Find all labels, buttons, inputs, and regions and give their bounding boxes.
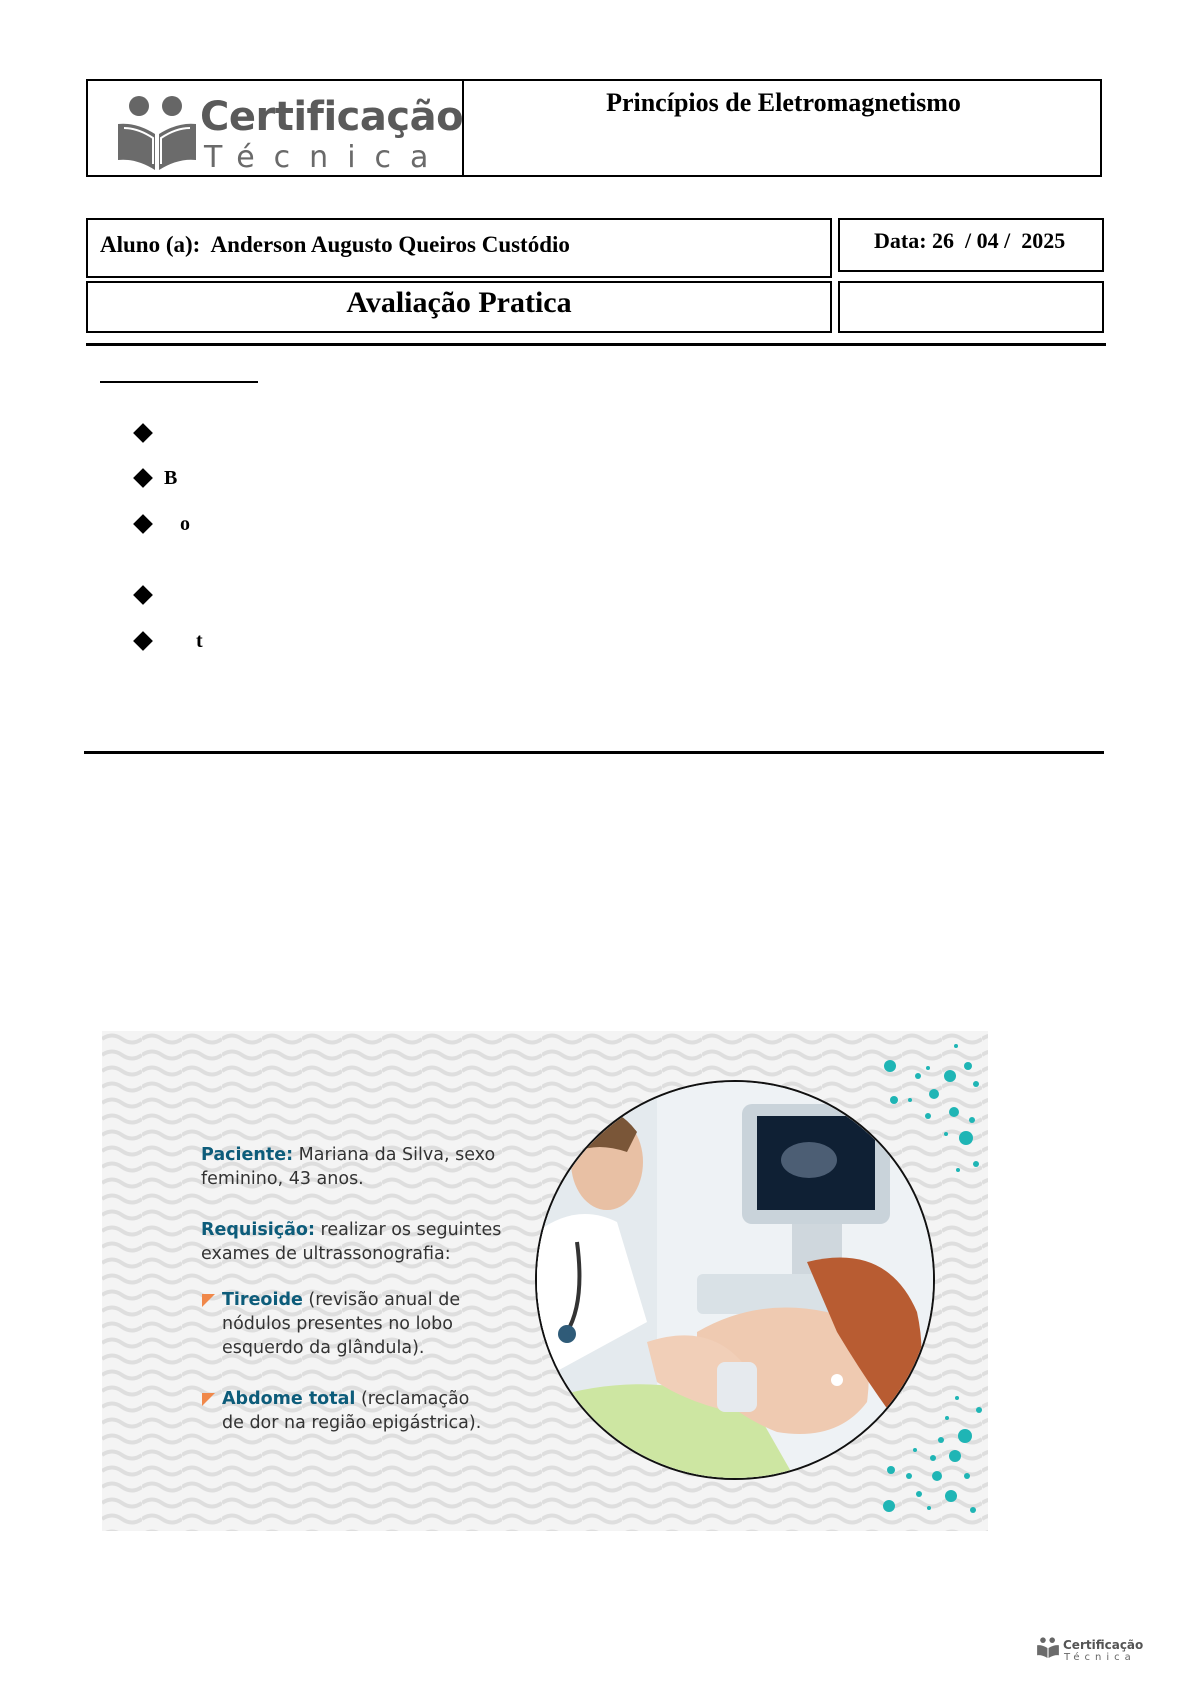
footer-logo-icon <box>1036 1636 1060 1660</box>
request-info: Requisição: realizar os seguintes exames de ultrassonografia: <box>201 1220 502 1264</box>
course-title: Princípios de Eletromagnetismo <box>606 88 961 117</box>
diamond-icon <box>133 424 153 444</box>
dots-decoration-bottom <box>875 1392 985 1532</box>
bullet-item: t <box>136 629 203 653</box>
logo-icon <box>114 94 200 174</box>
footer-logo-subtitle: Técnica <box>1064 1652 1136 1663</box>
bullet-triangle-icon <box>202 1294 215 1307</box>
student-name: Anderson Augusto Queiros Custódio <box>210 232 570 257</box>
student-label: Aluno (a): <box>100 232 201 257</box>
grade-box <box>838 281 1104 333</box>
logo-wordmark: Certificação <box>200 94 464 140</box>
footer-logo-wordmark: Certificação <box>1063 1638 1144 1652</box>
divider-bottom <box>84 751 1104 754</box>
diamond-icon <box>133 515 153 535</box>
student-line <box>100 232 570 258</box>
assessment-title: Avaliação Pratica <box>346 286 572 319</box>
date-text: Data: 26 / 04 / 2025 <box>874 228 1066 253</box>
dots-decoration-top <box>880 1040 990 1180</box>
logo-subtitle: Técnica <box>204 140 448 175</box>
bullet-item <box>136 421 164 445</box>
diamond-icon <box>133 632 153 652</box>
diamond-icon <box>133 586 153 606</box>
exam-item-abdomen: Abdome total (reclamação de dor na região epigástrica). <box>222 1389 482 1433</box>
diamond-icon <box>133 469 153 489</box>
bullet-item: o <box>136 512 190 536</box>
bullet-triangle-icon <box>202 1393 215 1406</box>
exam-item-thyroid: Tireoide (revisão anual de nódulos presentes no lobo esquerdo da glândula). <box>222 1290 461 1358</box>
bullet-item: B <box>136 466 177 490</box>
section-underline <box>100 381 258 383</box>
patient-info: Paciente: Mariana da Silva, sexo feminino, 43 anos. <box>201 1145 496 1189</box>
bullet-item <box>136 583 164 607</box>
divider-top <box>86 343 1106 346</box>
